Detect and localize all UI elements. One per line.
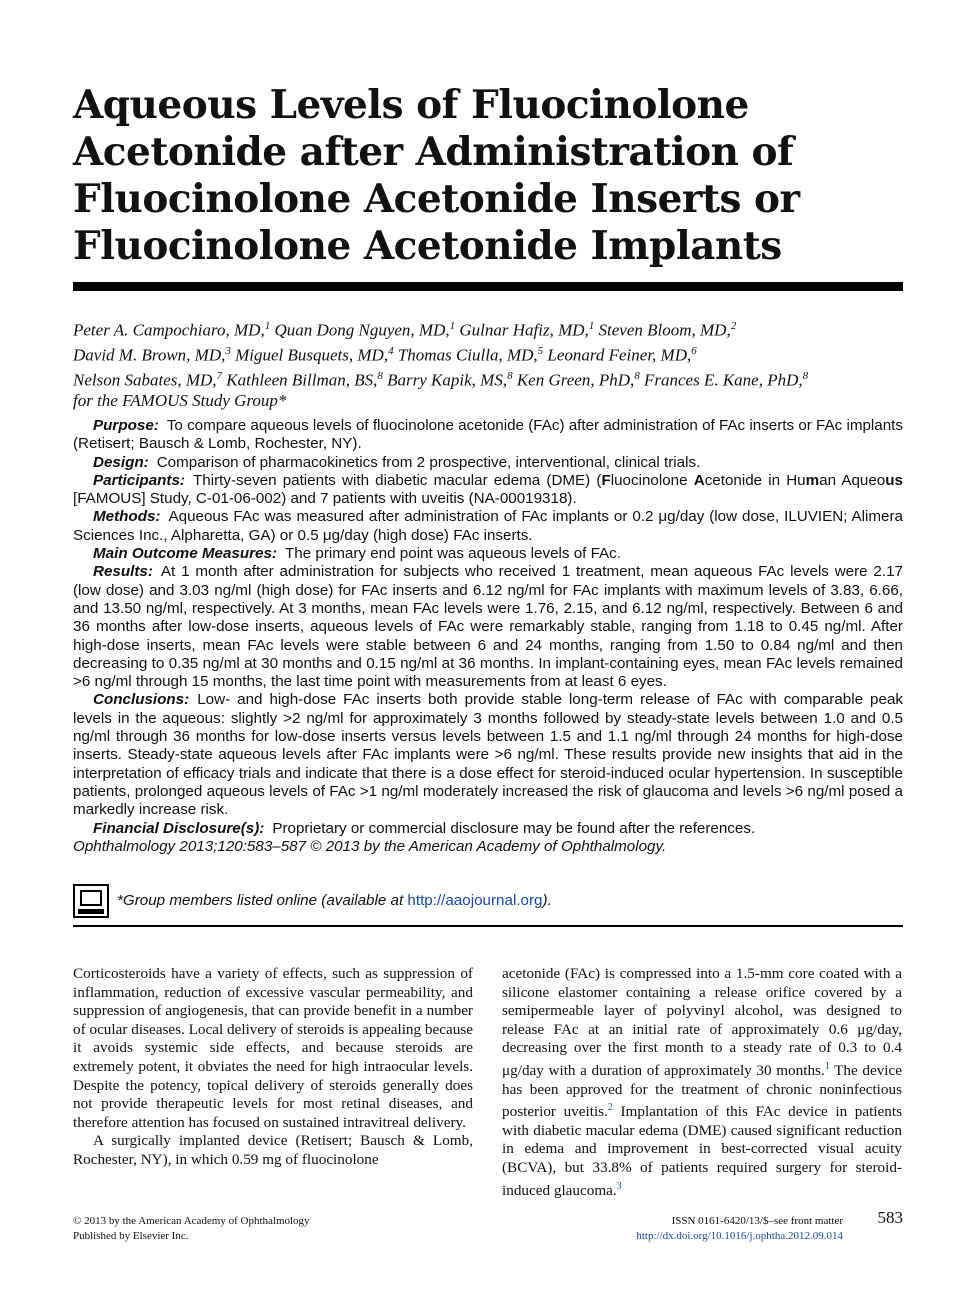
online-note-suffix: ). (542, 892, 552, 909)
author: Miguel Busquets, MD, (235, 345, 389, 365)
acronym-letter: F (601, 471, 611, 489)
author-line-1 (73, 316, 903, 341)
author: Nelson Sabates, MD, (73, 370, 217, 390)
abstract-disclosure (73, 820, 903, 838)
abstract-purpose (73, 417, 903, 454)
author: Barry Kapik, MS, (387, 370, 508, 390)
abstract-results (73, 563, 903, 691)
acronym-letter: us (885, 471, 903, 489)
abstract-participants (73, 472, 903, 509)
author: Thomas Ciulla, MD, (397, 345, 538, 365)
online-note (73, 884, 903, 920)
section-text: Aqueous FAc was measured after administration of FAc implants or 0.2 μg/day (low dose, ILUVIEN; Alimera Sciences Inc., Alpharetta, GA) or 0.5 μg/day (high dose) FAc inserts. (73, 508, 903, 544)
acronym-letter: A (693, 471, 705, 489)
page-number: 583 (877, 1208, 903, 1227)
article-title: Aqueous Levels of Fluocinolone Acetonide after Administration of Fluocinolone Acetonide Inserts or Fluocinolone Acetonide Implants (73, 82, 800, 269)
section-text: To compare aqueous levels of fluocinolone acetonide (FAc) after administration of FAc inserts or FAc implants (Retisert; Bausch & Lomb, Rochester, NY). (73, 417, 903, 453)
acronym-letter: m (805, 471, 820, 489)
affiliation-ref: 1 (264, 320, 271, 332)
section-text: Low- and high-dose FAc inserts both provide stable long-term release of FAc with comparable peak levels in the aqueous: slightly >2 ng/ml for approximately 3 months followed by steady-state levels between 1.0 and 0.5 ng/ml through 36 months for low-dose inserts versus levels between 1.5 and 1.1 ng/ml through 24 months for high-dose inserts. Steady-state aqueous levels after FAc implants were >6 ng/ml. These results provide new insights that aid in the interpretation of efficacy trials and indicate that there is a dose effect for steroid-induced ocular hypertension. In susceptible patients, prolonged aqueous levels of FAc >1 ng/ml moderately increased the risk of glaucoma and levels >6 ng/ml posed a markedly increase risk. (73, 691, 903, 819)
author-list (73, 316, 903, 412)
author: David M. Brown, MD, (73, 345, 226, 365)
affiliation-ref: 8 (507, 370, 513, 383)
affiliation-ref: 3 (225, 345, 231, 358)
section-text: The primary end point was aqueous levels of FAc. (285, 545, 621, 563)
abstract-conclusions (73, 691, 903, 819)
author: Ken Green, PhD, (516, 370, 635, 390)
abstract-divider (73, 925, 903, 927)
author: Leonard Feiner, MD, (547, 345, 692, 365)
section-label: Participants: (93, 471, 185, 489)
affiliation-ref: 4 (388, 345, 394, 358)
copyright: © 2013 by the American Academy of Ophthalmology (73, 1215, 310, 1227)
section-label: Financial Disclosure(s): (93, 819, 265, 837)
issn: ISSN 0161-6420/13/$–see front matter (671, 1215, 843, 1227)
affiliation-ref: 7 (216, 370, 223, 383)
online-note-text (117, 892, 552, 909)
affiliation-ref: 8 (802, 370, 809, 383)
reference-link[interactable]: 1 (824, 1060, 830, 1072)
affiliation-ref: 8 (377, 370, 383, 383)
body-paragraph (502, 965, 902, 1200)
section-text: [FAMOUS] Study, C-01-06-002) and 7 patients with uveitis (NA-00019318). (73, 490, 577, 508)
abstract-outcome (73, 545, 903, 563)
reference-link[interactable]: 3 (616, 1180, 622, 1192)
body-text: Implantation of this FAc device in patients with diabetic macular edema (DME) caused significant reduction in edema and improvement in best-corrected visual acuity (BCVA), but 33.8% of patients required surgery for steroid-induced glaucoma. (502, 1103, 902, 1199)
section-label: Main Outcome Measures: (93, 545, 277, 563)
section-text: cetonide in Hu (704, 471, 806, 489)
publisher: Published by Elsevier Inc. (73, 1230, 189, 1242)
footer-left (73, 1214, 310, 1244)
section-label: Methods: (93, 508, 161, 526)
section-label: Design: (93, 453, 149, 471)
section-text: Proprietary or commercial disclosure may be found after the references. (272, 819, 756, 837)
body-column-left (73, 965, 473, 1170)
author: Frances E. Kane, PhD, (643, 370, 803, 390)
online-note-prefix: *Group members listed online (available at (117, 892, 408, 909)
section-text: luocinolone (610, 471, 694, 489)
reference-link[interactable]: 2 (607, 1102, 613, 1114)
abstract-methods (73, 508, 903, 545)
affiliation-ref: 1 (449, 320, 456, 332)
body-text: acetonide (FAc) is compressed into a 1.5-mm core coated with a silicone elastomer containing a release orifice covered by a semipermeable layer of polyvinyl alcohol, was designed to release FAc at an initial rate of approximately 0.6 μg/day, decreasing over the first month to a steady rate of 0.3 to 0.4 μg/day with a duration of approximately 30 months. (502, 965, 902, 1080)
author: Kathleen Billman, BS, (226, 370, 378, 390)
affiliation-ref: 2 (730, 320, 737, 332)
section-text: Comparison of pharmacokinetics from 2 prospective, interventional, clinical trials. (156, 453, 701, 471)
body-text: The device has been approved for the treatment of chronic noninfectious posterior uveitis. (502, 1062, 903, 1121)
author-line-3 (73, 366, 903, 391)
affiliation-ref: 1 (588, 320, 595, 332)
author: Quan Dong Nguyen, MD, (274, 320, 450, 340)
abstract-design (73, 454, 903, 472)
author: Gulnar Hafiz, MD, (459, 320, 589, 340)
affiliation-ref: 5 (537, 345, 544, 358)
title-divider (73, 282, 903, 291)
section-label: Results: (93, 563, 153, 581)
affiliation-ref: 6 (691, 345, 697, 358)
journal-link[interactable]: http://aaojournal.org (407, 892, 543, 909)
abstract (73, 417, 903, 856)
author: Steven Bloom, MD, (598, 320, 731, 340)
body-column-right (502, 965, 902, 1200)
doi-link[interactable]: http://dx.doi.org/10.1016/j.ophtha.2012.09.014 (636, 1230, 843, 1242)
computer-icon (73, 884, 109, 918)
affiliation-ref: 8 (634, 370, 640, 383)
section-text: an Aqueo (819, 471, 886, 489)
study-group: for the FAMOUS Study Group* (73, 391, 287, 411)
author: Peter A. Campochiaro, MD, (73, 320, 265, 340)
body-paragraph: Corticosteroids have a variety of effects, such as suppression of inflammation, reduction of excessive vascular permeability, and suppression of angiogenesis, that can provide benefit in a number of ocular diseases. Local delivery of steroids is appealing because it avoids systemic side effects, and because steroids are extremely potent, it obviates the need for high intraocular levels. Despite the potency, topical delivery of steroids generally does not provide therapeutic levels for most retinal diseases, and therefore attention has focused on sustained intravitreal delivery. (73, 965, 473, 1131)
footer-right (636, 1214, 843, 1244)
section-label: Conclusions: (93, 691, 190, 709)
section-text: Thirty-seven patients with diabetic macular edema (DME) ( (193, 471, 602, 489)
section-text: At 1 month after administration for subjects who received 1 treatment, mean aqueous FAc levels were 2.17 (low dose) and 3.03 ng/ml (high dose) for FAc inserts and 6.12 ng/ml for FAc implants with maximum levels of 3.83, 6.66, and 13.50 ng/ml, respectively. At 3 months, mean FAc levels were 1.76, 2.15, and 6.12 ng/ml, respectively. Between 6 and 36 months after low-dose inserts, aqueous levels of FAc were remarkably stable, ranging from 1.18 to 0.45 ng/ml. After high-dose inserts, mean FAc levels were stable between 6 and 24 months, ranging from 1.50 to 0.84 ng/ml and then decreasing to 0.35 ng/ml at 30 months and 0.15 ng/ml at 36 months. In implant-containing eyes, mean FAc levels remained >6 ng/ml through 15 months, the last time point with measurements from at least 6 eyes. (73, 563, 903, 691)
body-paragraph: A surgically implanted device (Retisert; Bausch & Lomb, Rochester, NY), in which 0.59 mg of fluocinolone (73, 1132, 473, 1168)
section-label: Purpose: (93, 417, 159, 434)
author-line-2 (73, 341, 903, 366)
journal-citation: Ophthalmology 2013;120:583–587 © 2013 by the American Academy of Ophthalmology. (73, 837, 667, 855)
